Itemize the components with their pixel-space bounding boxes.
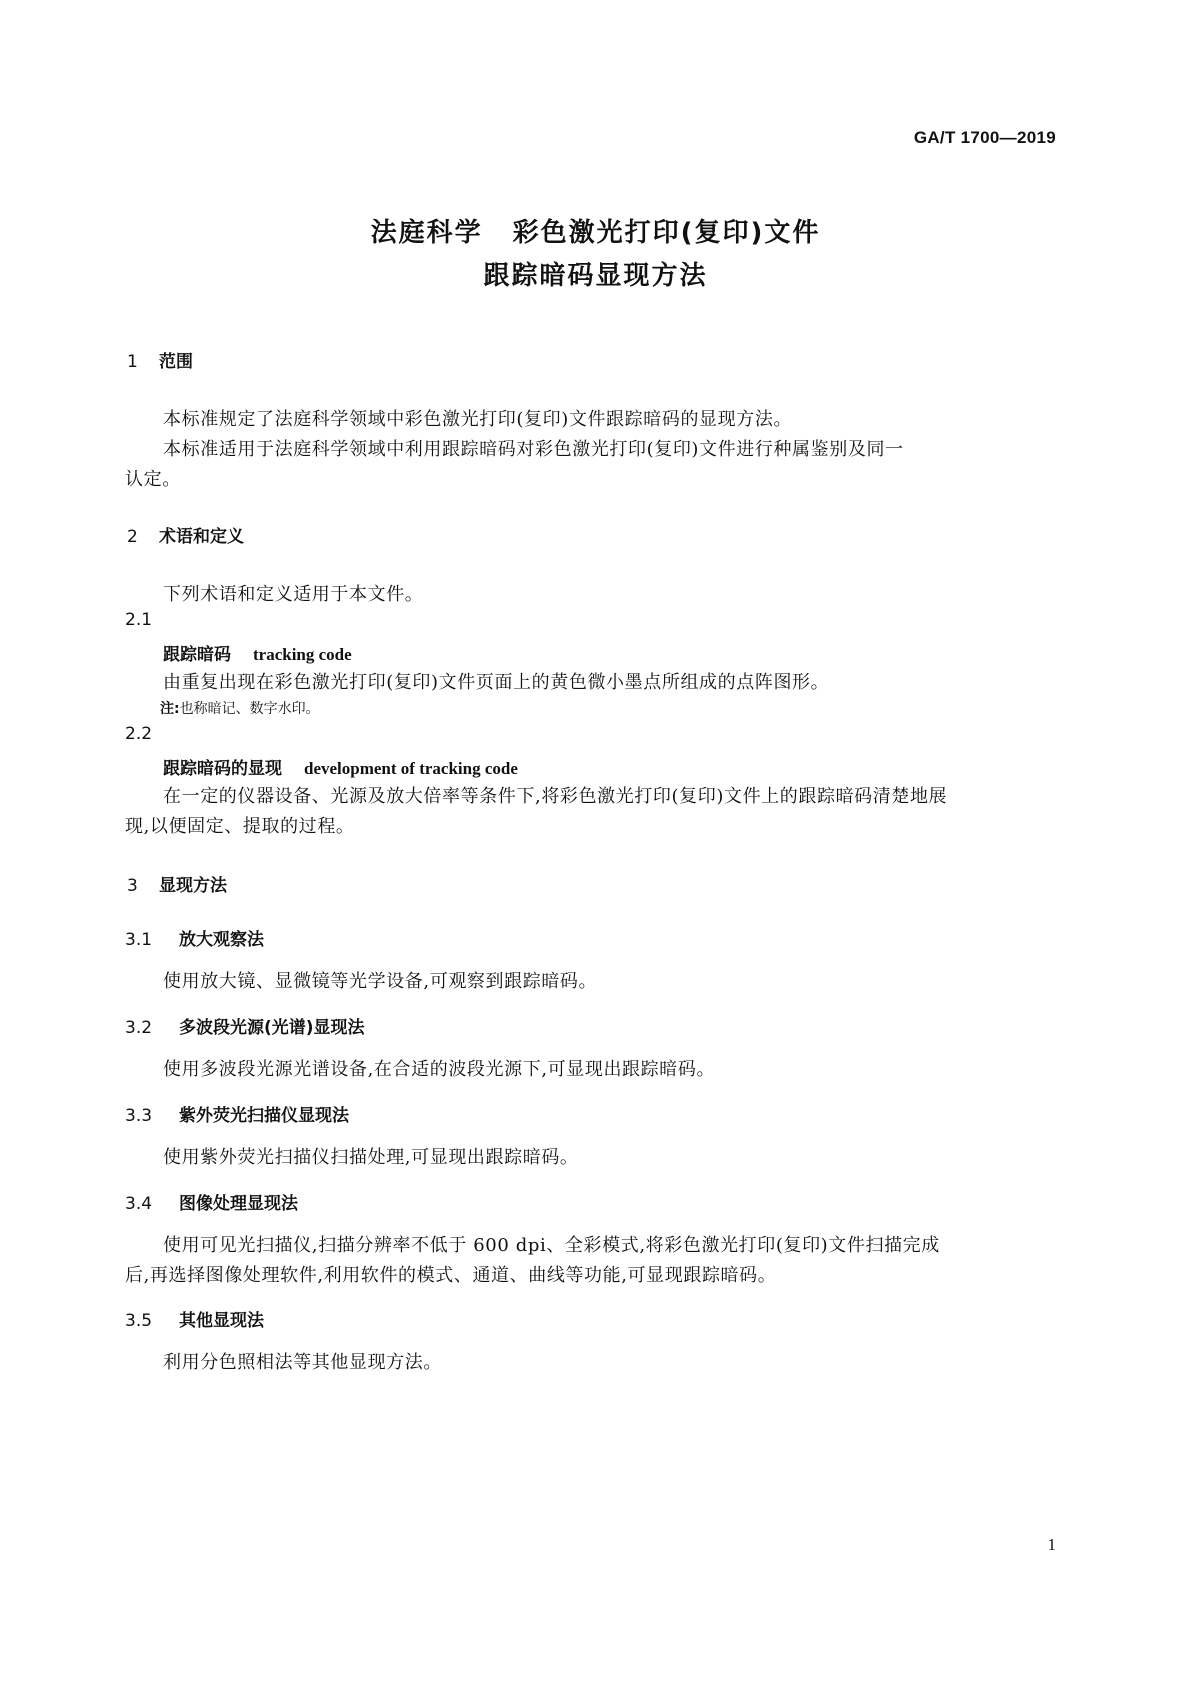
term-cn: 跟踪暗码 bbox=[163, 645, 231, 665]
subsection-3-5-heading bbox=[125, 1306, 264, 1331]
section-number: 2 bbox=[127, 527, 138, 547]
page-number: 1 bbox=[1047, 1535, 1056, 1554]
section-title: 显现方法 bbox=[159, 876, 227, 896]
subsection-title: 紫外荧光扫描仪显现法 bbox=[179, 1106, 349, 1126]
section-3-heading bbox=[127, 871, 227, 896]
section-title: 术语和定义 bbox=[159, 527, 244, 547]
standard-code: GA/T 1700—2019 bbox=[913, 128, 1056, 147]
subsection-3-5-text: 利用分色照相法等其他显现方法。 bbox=[163, 1352, 442, 1373]
subsection-number: 3.2 bbox=[125, 1018, 153, 1038]
section-2-heading bbox=[127, 522, 244, 547]
subsection-3-2-heading bbox=[125, 1013, 365, 1038]
section-1-heading bbox=[127, 347, 193, 372]
subsection-3-3-text: 使用紫外荧光扫描仪扫描处理,可显现出跟踪暗码。 bbox=[163, 1147, 579, 1168]
subsection-title: 其他显现法 bbox=[179, 1311, 264, 1331]
term-2-2-definition-cont: 现,以便固定、提取的过程。 bbox=[125, 816, 355, 837]
term-en: development of tracking code bbox=[304, 759, 518, 778]
title-field: 法庭科学 bbox=[370, 218, 483, 248]
document-title-line1 bbox=[0, 212, 1191, 249]
section-number: 3 bbox=[127, 876, 138, 896]
subsection-title: 多波段光源(光谱)显现法 bbox=[179, 1018, 365, 1038]
section-1-paragraph-2-cont: 认定。 bbox=[125, 469, 181, 490]
document-title-line2: 跟踪暗码显现方法 bbox=[483, 261, 708, 291]
section-title: 范围 bbox=[159, 352, 193, 372]
term-cn: 跟踪暗码的显现 bbox=[163, 759, 282, 779]
section-number: 1 bbox=[127, 352, 138, 372]
subsection-3-1-text: 使用放大镜、显微镜等光学设备,可观察到跟踪暗码。 bbox=[163, 971, 598, 992]
term-2-2-title bbox=[163, 754, 518, 779]
note-label: 注: bbox=[160, 701, 180, 717]
subsection-3-1-heading bbox=[125, 925, 264, 950]
subsection-number: 3.4 bbox=[125, 1194, 153, 1214]
term-2-2-definition: 在一定的仪器设备、光源及放大倍率等条件下,将彩色激光打印(复印)文件上的跟踪暗码清楚地展 bbox=[163, 786, 948, 807]
term-2-1-note bbox=[160, 698, 320, 718]
section-1-paragraph-1: 本标准规定了法庭科学领域中彩色激光打印(复印)文件跟踪暗码的显现方法。 bbox=[163, 409, 793, 430]
section-1-paragraph-2: 本标准适用于法庭科学领域中利用跟踪暗码对彩色激光打印(复印)文件进行种属鉴别及同一 bbox=[163, 439, 904, 460]
subsection-title: 放大观察法 bbox=[179, 930, 264, 950]
subsection-number: 3.1 bbox=[125, 930, 153, 950]
subsection-3-3-heading bbox=[125, 1101, 349, 1126]
subsection-number: 3.3 bbox=[125, 1106, 153, 1126]
section-2-intro: 下列术语和定义适用于本文件。 bbox=[163, 584, 424, 605]
term-2-1-definition: 由重复出现在彩色激光打印(复印)文件页面上的黄色微小墨点所组成的点阵图形。 bbox=[163, 672, 830, 693]
subsection-3-4-heading bbox=[125, 1189, 298, 1214]
subsection-number: 3.5 bbox=[125, 1311, 153, 1331]
term-2-2-number: 2.2 bbox=[125, 724, 153, 744]
note-text: 也称暗记、数字水印。 bbox=[179, 701, 320, 717]
term-2-1-number: 2.1 bbox=[125, 610, 153, 630]
subsection-3-2-text: 使用多波段光源光谱设备,在合适的波段光源下,可显现出跟踪暗码。 bbox=[163, 1059, 716, 1080]
title-subject: 彩色激光打印(复印)文件 bbox=[512, 218, 821, 248]
term-en: tracking code bbox=[253, 645, 352, 664]
term-2-1-title bbox=[163, 640, 352, 665]
subsection-title: 图像处理显现法 bbox=[179, 1194, 298, 1214]
subsection-3-4-text: 使用可见光扫描仪,扫描分辨率不低于 600 dpi、全彩模式,将彩色激光打印(复印)文件扫描完成 bbox=[163, 1235, 940, 1256]
subsection-3-4-text-cont: 后,再选择图像处理软件,利用软件的模式、通道、曲线等功能,可显现跟踪暗码。 bbox=[125, 1265, 777, 1286]
